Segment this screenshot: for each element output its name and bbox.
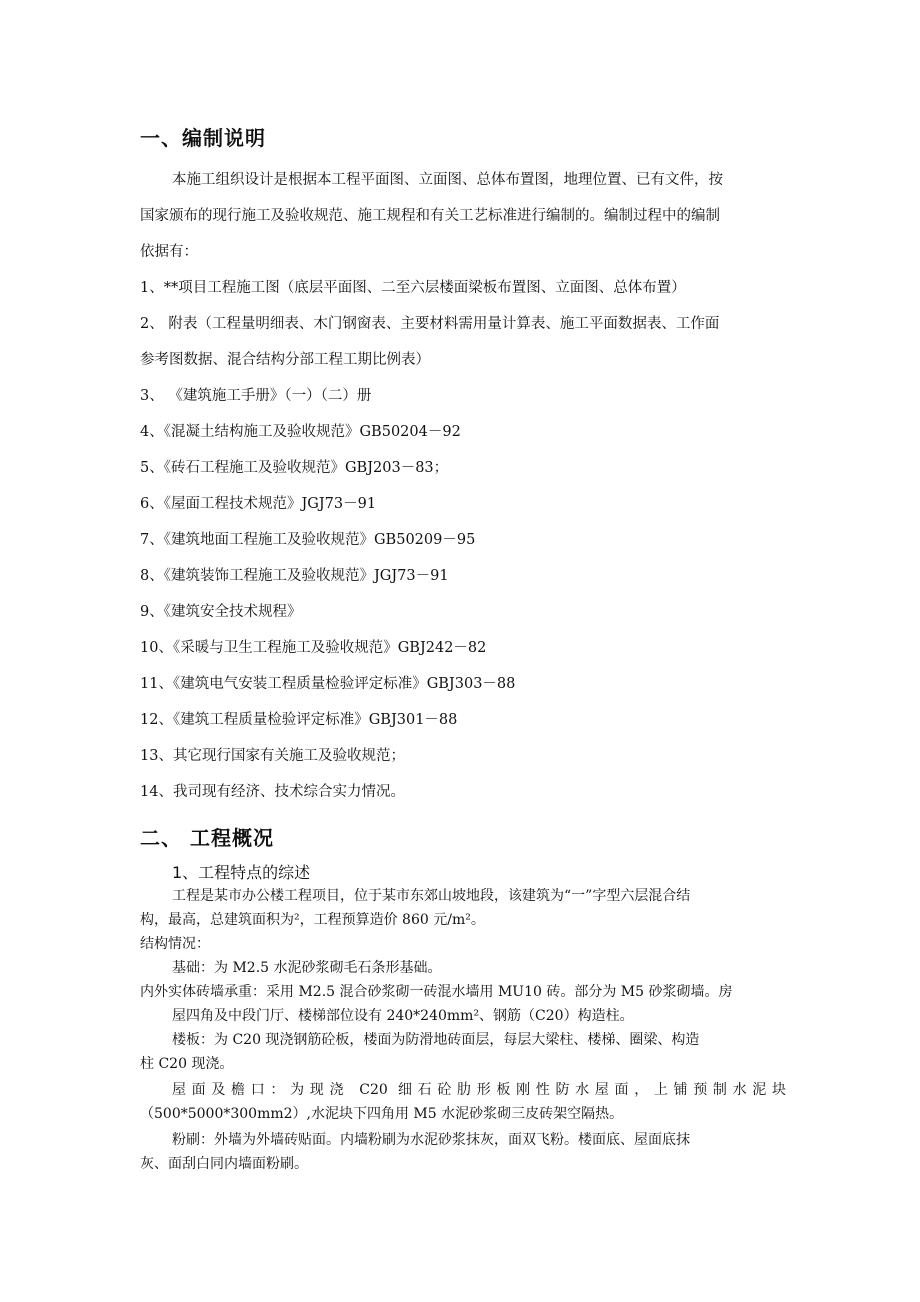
list-item: 7、《建筑地面工程施工及验收规范》GB50209－95 xyxy=(140,532,476,548)
list-item: 11、《建筑电气安装工程质量检验评定标准》GBJ303－88 xyxy=(140,676,516,692)
body-line: 工程是某市办公楼工程项目，位于某市东郊山坡地段，该建筑为“一”字型六层混合结 xyxy=(172,888,691,904)
list-item: 13、其它现行国家有关施工及验收规范； xyxy=(140,748,405,764)
list-item: 1、**项目工程施工图（底层平面图、二至六层楼面梁板布置图、立面图、总体布置） xyxy=(140,280,686,296)
body-line: 楼板：为 C20 现浇钢筋砼板，楼面为防滑地砖面层，每层大梁柱、楼梯、圈梁、构造 xyxy=(172,1032,700,1048)
list-item: 6、《屋面工程技术规范》JGJ73－91 xyxy=(140,496,377,512)
section-heading-1: 一、编制说明 xyxy=(140,126,266,150)
body-line: 粉刷：外墙为外墙砖贴面。内墙粉刷为水泥砂浆抹灰，面双飞粉。楼面底、屋面底抹 xyxy=(172,1132,690,1148)
subsection-heading: 1、工程特点的综述 xyxy=(172,863,311,882)
list-item: 12、《建筑工程质量检验评定标准》GBJ301－88 xyxy=(140,712,458,728)
body-line: 柱 C20 现浇。 xyxy=(140,1056,234,1072)
intro-line-1: 本施工组织设计是根据本工程平面图、立面图、总体布置图，地理位置、已有文件，按 xyxy=(172,172,723,188)
list-item: 参考图数据、混合结构分部工程工期比例表） xyxy=(140,352,430,368)
list-item: 14、我司现有经济、技术综合实力情况。 xyxy=(140,784,405,800)
list-item: 9、《建筑安全技术规程》 xyxy=(140,604,302,620)
body-line: 屋四角及中段门厅、楼梯部位设有 240*240mm²、钢筋（C20）构造柱。 xyxy=(172,1008,634,1024)
body-line: 结构情况： xyxy=(140,936,210,952)
body-line: 内外实体砖墙承重：采用 M2.5 混合砂浆砌一砖混水墙用 MU10 砖。部分为 M5 砂浆砌墙。房 xyxy=(140,984,733,1000)
body-line: 基础：为 M2.5 水泥砂浆砌毛石条形基础。 xyxy=(172,960,442,976)
intro-line-3: 依据有： xyxy=(140,244,198,260)
list-item: 8、《建筑装饰工程施工及验收规范》JGJ73－91 xyxy=(140,568,449,584)
list-item: 2、 附表（工程量明细表、木门钢窗表、主要材料需用量计算表、施工平面数据表、工作面 xyxy=(140,316,720,332)
list-item: 4、《混凝土结构施工及验收规范》GB50204－92 xyxy=(140,424,461,440)
list-item: 3、 《建筑施工手册》（一）（二）册 xyxy=(140,388,372,404)
body-line: 灰、面刮白同内墙面粉刷。 xyxy=(140,1156,308,1172)
body-line: （500*5000*300mm2）,水泥块下四角用 M5 水泥砂浆砌三皮砖架空隔热。 xyxy=(140,1106,624,1122)
list-item: 10、《采暖与卫生工程施工及验收规范》GBJ242－82 xyxy=(140,640,487,656)
intro-line-2: 国家颁布的现行施工及验收规范、施工规程和有关工艺标准进行编制的。编制过程中的编制 xyxy=(140,208,720,224)
list-item: 5、《砖石工程施工及验收规范》GBJ203－83； xyxy=(140,460,449,476)
body-line: 屋面及檐口：为现浇 C20 细石砼肋形板刚性防水屋面，上铺预制水泥块 xyxy=(172,1082,786,1098)
body-line: 构，最高，总建筑面积为²，工程预算造价 860 元/m²。 xyxy=(140,912,485,928)
section-heading-2: 二、 工程概况 xyxy=(140,826,274,850)
